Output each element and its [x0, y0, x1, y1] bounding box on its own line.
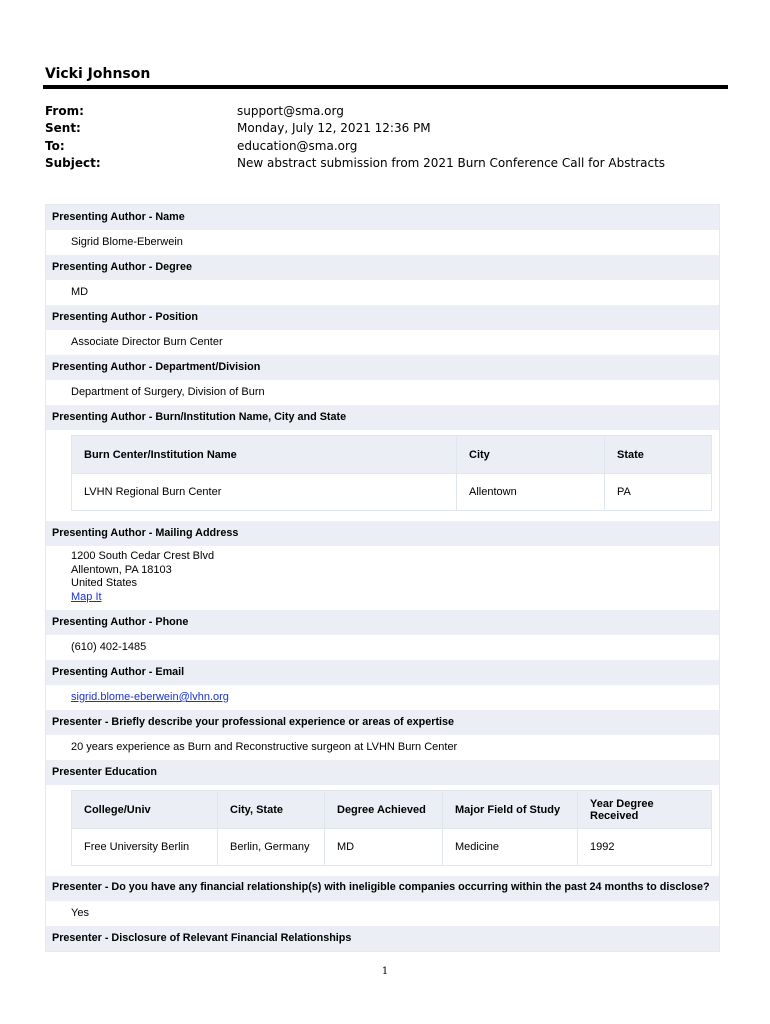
field-label-experience: Presenter - Briefly describe your professional experience or areas of expertise — [46, 710, 719, 735]
field-value-phone: (610) 402-1485 — [46, 635, 719, 660]
table-cell: 1992 — [578, 829, 712, 866]
field-value-address — [46, 546, 719, 610]
from-value: support@sma.org — [237, 104, 344, 118]
address-line: Allentown, PA 18103 — [71, 563, 172, 576]
field-label-address: Presenting Author - Mailing Address — [46, 521, 719, 546]
field-label-position: Presenting Author - Position — [46, 305, 719, 330]
sent-value: Monday, July 12, 2021 12:36 PM — [237, 121, 431, 136]
header-rule — [43, 85, 728, 89]
field-label-financial: Presenter - Do you have any financial relationship(s) with ineligible companies occurring within the past 24 months to disclose? — [46, 876, 719, 901]
table-cell: Allentown — [457, 474, 605, 511]
sent-label: Sent: — [45, 121, 81, 136]
table-header-cell: College/Univ — [72, 791, 218, 829]
table-cell: PA — [605, 474, 712, 511]
email-link[interactable]: sigrid.blome-eberwein@lvhn.org — [71, 691, 229, 703]
field-value-name: Sigrid Blome-Eberwein — [46, 230, 719, 255]
field-value-financial: Yes — [46, 901, 719, 926]
address-line: United States — [71, 577, 138, 589]
subject-row — [45, 155, 735, 172]
document-owner: Vicki Johnson — [45, 66, 151, 82]
field-value-email — [46, 685, 719, 710]
address-line: 1200 South Cedar Crest Blvd — [71, 550, 215, 562]
email-header — [45, 103, 735, 172]
subject-label: Subject: — [45, 155, 101, 170]
table-cell: LVHN Regional Burn Center — [72, 474, 457, 511]
sent-row — [45, 120, 735, 137]
table-header-cell: Burn Center/Institution Name — [72, 436, 457, 474]
table-header-cell: Year Degree Received — [578, 791, 712, 829]
table-row — [72, 829, 712, 866]
table-header-row — [72, 791, 712, 829]
field-value-experience: 20 years experience as Burn and Reconstructive surgeon at LVHN Burn Center — [46, 735, 719, 760]
field-label-degree: Presenting Author - Degree — [46, 255, 719, 280]
institution-table-wrap — [46, 430, 719, 521]
institution-table — [71, 435, 712, 511]
field-value-degree: MD — [46, 280, 719, 305]
table-row — [72, 474, 712, 511]
table-cell: MD — [325, 829, 443, 866]
field-label-department: Presenting Author - Department/Division — [46, 355, 719, 380]
table-header-cell: City, State — [218, 791, 325, 829]
to-value: education@sma.org — [237, 138, 358, 153]
to-row — [45, 138, 735, 155]
table-header-cell: State — [605, 436, 712, 474]
table-cell: Free University Berlin — [72, 829, 218, 866]
page-number: 1 — [381, 966, 389, 977]
field-label-institution: Presenting Author - Burn/Institution Name, City and State — [46, 405, 719, 430]
subject-value: New abstract submission from 2021 Burn Conference Call for Abstracts — [237, 155, 666, 170]
field-label-name: Presenting Author - Name — [46, 205, 719, 230]
field-value-position: Associate Director Burn Center — [46, 330, 719, 355]
field-label-email: Presenting Author - Email — [46, 660, 719, 685]
table-cell: Berlin, Germany — [218, 829, 325, 866]
field-label-disclosure: Presenter - Disclosure of Relevant Financial Relationships — [46, 926, 719, 951]
table-header-row — [72, 436, 712, 474]
field-label-phone: Presenting Author - Phone — [46, 610, 719, 635]
to-label: To: — [45, 138, 65, 153]
table-header-cell: Major Field of Study — [443, 791, 578, 829]
from-label: From: — [45, 104, 84, 118]
education-table — [71, 790, 712, 866]
table-header-cell: City — [457, 436, 605, 474]
education-table-wrap — [46, 785, 719, 876]
submission-form — [45, 204, 720, 952]
table-header-cell: Degree Achieved — [325, 791, 443, 829]
field-value-department: Department of Surgery, Division of Burn — [46, 380, 719, 405]
table-cell: Medicine — [443, 829, 578, 866]
from-row — [45, 103, 735, 120]
field-label-education: Presenter Education — [46, 760, 719, 785]
map-it-link[interactable]: Map It — [71, 590, 102, 603]
